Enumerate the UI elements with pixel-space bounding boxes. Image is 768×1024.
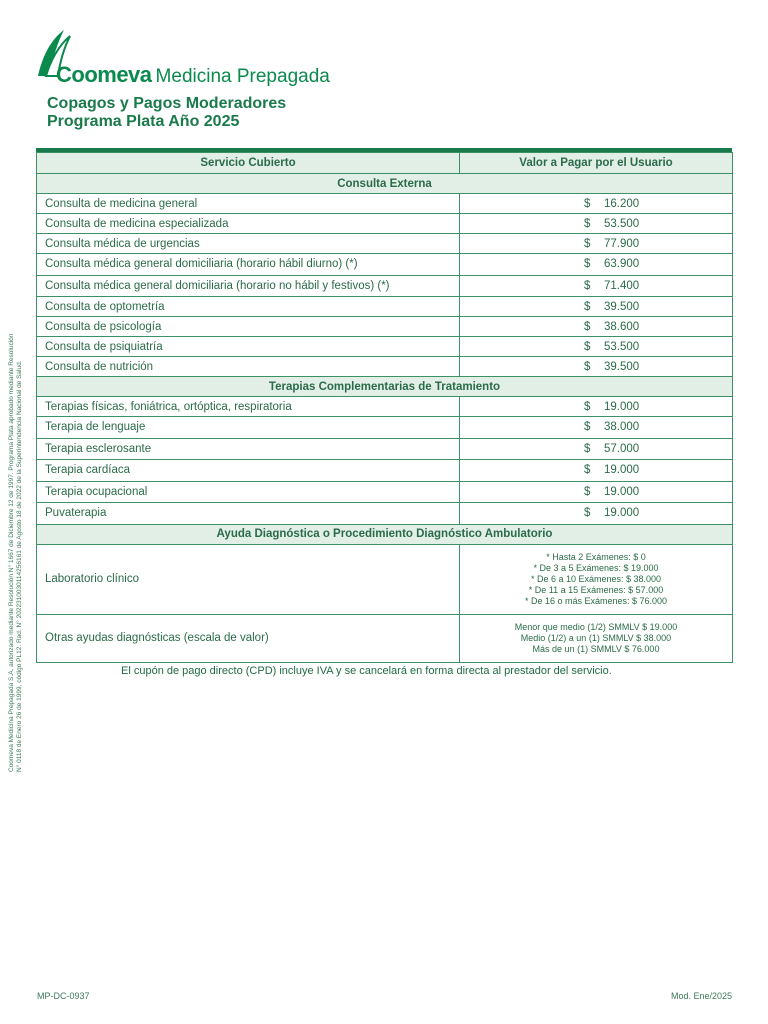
column-header-service: Servicio Cubierto — [37, 153, 460, 174]
service-value: $ 16.200 — [460, 194, 733, 214]
service-name: Consulta de medicina especializada — [37, 214, 460, 234]
payment-note: El cupón de pago directo (CPD) incluye IVA y se cancelará en forma directa al prestador del servicio. — [121, 665, 612, 677]
service-name: Consulta de medicina general — [37, 194, 460, 214]
service-name: Terapia de lenguaje — [37, 417, 460, 439]
service-name: Consulta de psicología — [37, 317, 460, 337]
table-row — [37, 234, 733, 254]
brand-tagline: Medicina Prepagada — [155, 66, 330, 87]
service-value: $ 39.500 — [460, 357, 733, 377]
service-value: $ 53.500 — [460, 337, 733, 357]
service-name: Consulta de nutrición — [37, 357, 460, 377]
page-subtitle: Programa Plata Año 2025 — [47, 113, 240, 130]
service-name: Terapia ocupacional — [37, 481, 460, 503]
section-header: Consulta Externa — [37, 174, 733, 194]
table-row — [37, 503, 733, 525]
service-value: $ 19.000 — [460, 481, 733, 503]
service-name: Consulta de optometría — [37, 297, 460, 317]
table-row — [37, 337, 733, 357]
service-value: $ 53.500 — [460, 214, 733, 234]
table-row — [37, 214, 733, 234]
document-code: MP-DC-0937 — [37, 991, 90, 1001]
service-value: $ 19.000 — [460, 503, 733, 525]
table-row — [37, 417, 733, 439]
document-version: Mod. Ene/2025 — [670, 991, 732, 1001]
service-name: Consulta de psiquiatría — [37, 337, 460, 357]
table-header-row — [37, 153, 733, 174]
service-name: Consulta médica general domiciliaria (horario no hábil y festivos) (*) — [37, 275, 460, 297]
service-value: $ 39.500 — [460, 297, 733, 317]
table-row — [37, 438, 733, 460]
service-value: $ 77.900 — [460, 234, 733, 254]
legal-side-text: Coomeva Medicina Prepagada S.A. autorizado mediante Resolución N° 1667 de Diciembre 12 de 1997. Programa Plata aprobado mediante Resolución N° 0118 de Enero 26 de 1999, código PL12. Rad. N° 2022310030114256161 de Agosto 18 de 2022 de la Superintendencia Nacional de Salud. — [8, 333, 23, 772]
page-title: Copagos y Pagos Moderadores — [47, 95, 287, 112]
service-name: Terapia cardíaca — [37, 460, 460, 482]
section-header: Ayuda Diagnóstica o Procedimiento Diagnóstico Ambulatorio — [37, 524, 733, 544]
table-row — [37, 317, 733, 337]
copay-table — [36, 152, 733, 663]
service-value: $ 38.600 — [460, 317, 733, 337]
table-row — [37, 194, 733, 214]
service-value-scale: * Hasta 2 Exámenes: $ 0 * De 3 a 5 Exámenes: $ 19.000 * De 6 a 10 Exámenes: $ 38.000 * De 11 a 15 Exámenes: $ 57.000 * De 16 o más Exámenes: $ 76.000 — [460, 544, 733, 614]
service-value: $ 71.400 — [460, 275, 733, 297]
service-value: $ 19.000 — [460, 460, 733, 482]
service-name: Puvaterapia — [37, 503, 460, 525]
table-row — [37, 275, 733, 297]
table-row — [37, 357, 733, 377]
service-name: Otras ayudas diagnósticas (escala de valor) — [37, 614, 460, 662]
section-header: Terapias Complementarias de Tratamiento — [37, 377, 733, 397]
service-name: Terapias físicas, foniátrica, ortóptica, respiratoria — [37, 397, 460, 417]
service-name: Consulta médica general domiciliaria (horario hábil diurno) (*) — [37, 254, 460, 276]
table-row — [37, 254, 733, 276]
brand-name: Coomeva — [56, 62, 152, 87]
service-name: Terapia esclerosante — [37, 438, 460, 460]
table-row — [37, 544, 733, 614]
brand-logo — [36, 28, 336, 88]
table-row — [37, 297, 733, 317]
table-row — [37, 614, 733, 662]
column-header-value: Valor a Pagar por el Usuario — [460, 153, 733, 174]
service-value: $ 57.000 — [460, 438, 733, 460]
service-value: $ 38.000 — [460, 417, 733, 439]
table-row — [37, 460, 733, 482]
service-value: $ 63.900 — [460, 254, 733, 276]
service-name: Consulta médica de urgencias — [37, 234, 460, 254]
service-value-scale: Menor que medio (1/2) SMMLV $ 19.000 Medio (1/2) a un (1) SMMLV $ 38.000 Más de un (1) SMMLV $ 76.000 — [460, 614, 733, 662]
service-value: $ 19.000 — [460, 397, 733, 417]
table-row — [37, 481, 733, 503]
service-name: Laboratorio clínico — [37, 544, 460, 614]
table-row — [37, 397, 733, 417]
